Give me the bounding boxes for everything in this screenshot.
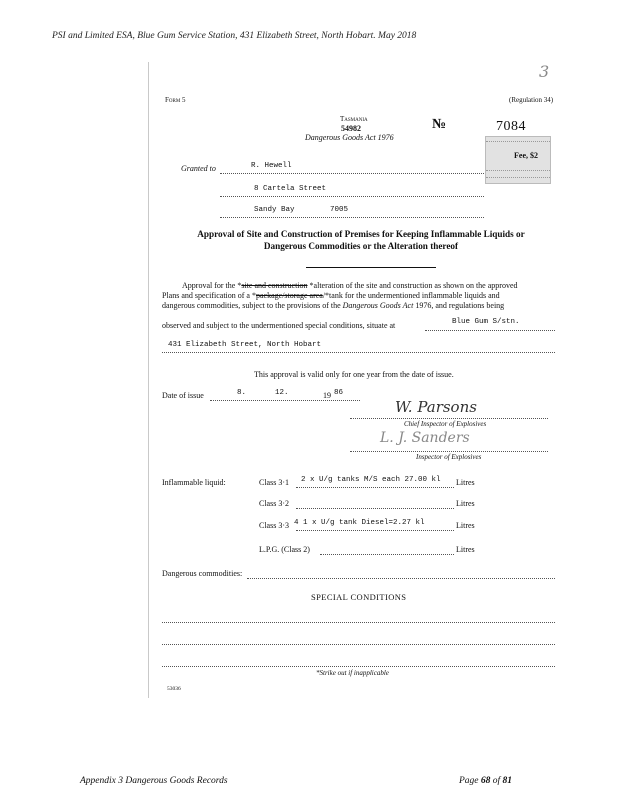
para-p3a: dangerous commodities, subject to the provisions of the xyxy=(162,301,343,310)
date-label: Date of issue xyxy=(162,391,204,400)
condition-line-1 xyxy=(162,622,555,623)
address-situate-line xyxy=(162,352,555,353)
inspector-signature: L. J. Sanders xyxy=(380,430,470,446)
granted-postcode: 7005 xyxy=(330,206,349,214)
form-label: Form 5 xyxy=(165,96,186,104)
class-31-value: 2 x U/g tanks M/S each 27.00 kl xyxy=(301,476,441,484)
strike-note: *Strike out if inapplicable xyxy=(316,669,389,677)
page-label: Page xyxy=(459,776,479,786)
condition-line-3 xyxy=(162,666,555,667)
lpg-label: L.P.G. (Class 2) xyxy=(259,545,310,554)
total-pages: 81 xyxy=(502,776,513,786)
situate-value: Blue Gum S/stn. xyxy=(452,318,520,326)
inspector-label: Inspector of Explosives xyxy=(416,453,482,461)
date-line xyxy=(210,400,360,401)
title-line-2: Dangerous Commodities or the Alteration thereof xyxy=(263,240,459,251)
date-month: 12. xyxy=(275,389,289,397)
class-31-line xyxy=(296,487,454,488)
regulation-label: (Regulation 34) xyxy=(509,96,554,104)
fee-label: Fee, $2 xyxy=(514,151,538,160)
inflammable-liquid-label: Inflammable liquid: xyxy=(162,478,226,487)
para-p2b: /*tank for the undermentioned inflammable liquids and xyxy=(322,291,500,300)
special-conditions-heading: SPECIAL CONDITIONS xyxy=(311,592,407,602)
class-33-value: 4 1 x U/g tank Diesel=2.27 kl xyxy=(294,519,425,527)
condition-line-2 xyxy=(162,644,555,645)
title-line-1: Approval of Site and Construction of Premises for Keeping Inflammable Liquids or xyxy=(197,229,525,239)
granted-name: R. Hewell xyxy=(251,162,292,170)
para-p3b: 1976, and regulations being xyxy=(413,301,505,310)
date-day: 8. xyxy=(237,389,247,397)
para-p2a: Plans and specification of a * xyxy=(162,291,256,300)
lpg-litres: Litres xyxy=(456,545,475,554)
class-31-label: Class 3·1 xyxy=(259,478,289,487)
scan-edge-line xyxy=(148,62,149,698)
para-p1b: *alteration of the site and construction as shown on the approved xyxy=(307,281,518,290)
situate-label: observed and subject to the undermentioned special conditions, situate at xyxy=(162,321,396,330)
footer-page xyxy=(459,776,512,786)
page-number: 68 xyxy=(480,776,491,786)
form-number: 7084 xyxy=(496,119,526,134)
serial-number: 54982 xyxy=(341,124,361,133)
granted-to-line xyxy=(220,173,484,174)
class-32-litres: Litres xyxy=(456,499,475,508)
situate-line xyxy=(425,330,555,331)
class-31-litres: Litres xyxy=(456,478,475,487)
number-sign: № xyxy=(432,117,447,132)
para-strike-site: site and construction xyxy=(241,281,308,290)
date-year: 86 xyxy=(334,389,344,397)
dangerous-commodities-label: Dangerous commodities: xyxy=(162,569,243,578)
situate-address: 431 Elizabeth Street, North Hobart xyxy=(168,341,322,349)
chief-signature: W. Parsons xyxy=(395,398,477,416)
class-32-line xyxy=(296,508,454,509)
class-33-litres: Litres xyxy=(456,521,475,530)
granted-to-label: Granted to xyxy=(181,164,216,173)
act-label: Dangerous Goods Act 1976 xyxy=(305,133,394,142)
para-act-italic: Dangerous Goods Act xyxy=(342,301,414,310)
chief-inspector-label: Chief Inspector of Explosives xyxy=(404,420,487,428)
address-line-2 xyxy=(220,217,484,218)
print-code: 53036 xyxy=(167,686,181,692)
commodities-line xyxy=(247,578,555,579)
of-label: of xyxy=(492,776,501,786)
class-33-label: Class 3·3 xyxy=(259,521,289,530)
para-strike-package: package/storage area xyxy=(255,291,323,300)
state-label: Tasmania xyxy=(340,115,368,123)
class-33-line xyxy=(296,530,454,531)
granted-suburb: Sandy Bay xyxy=(254,206,295,214)
corner-mark: 3 xyxy=(539,62,550,81)
form-title xyxy=(166,229,556,252)
chief-sign-line xyxy=(350,418,548,419)
inspector-sign-line xyxy=(350,451,548,452)
page-header: PSI and Limited ESA, Blue Gum Service Station, 431 Elizabeth Street, North Hobart. May 2018 xyxy=(52,31,417,41)
granted-street: 8 Cartela Street xyxy=(254,185,327,193)
para-p1: Approval for the * xyxy=(182,281,242,290)
class-32-label: Class 3·2 xyxy=(259,499,289,508)
fee-stamp xyxy=(485,136,551,184)
approval-paragraph xyxy=(162,281,555,311)
title-rule xyxy=(306,267,436,268)
date-century: 19 xyxy=(323,391,331,400)
lpg-line xyxy=(320,554,454,555)
validity-text: This approval is valid only for one year from the date of issue. xyxy=(254,370,454,379)
address-line-1 xyxy=(220,196,484,197)
footer-left: Appendix 3 Dangerous Goods Records xyxy=(80,776,228,786)
